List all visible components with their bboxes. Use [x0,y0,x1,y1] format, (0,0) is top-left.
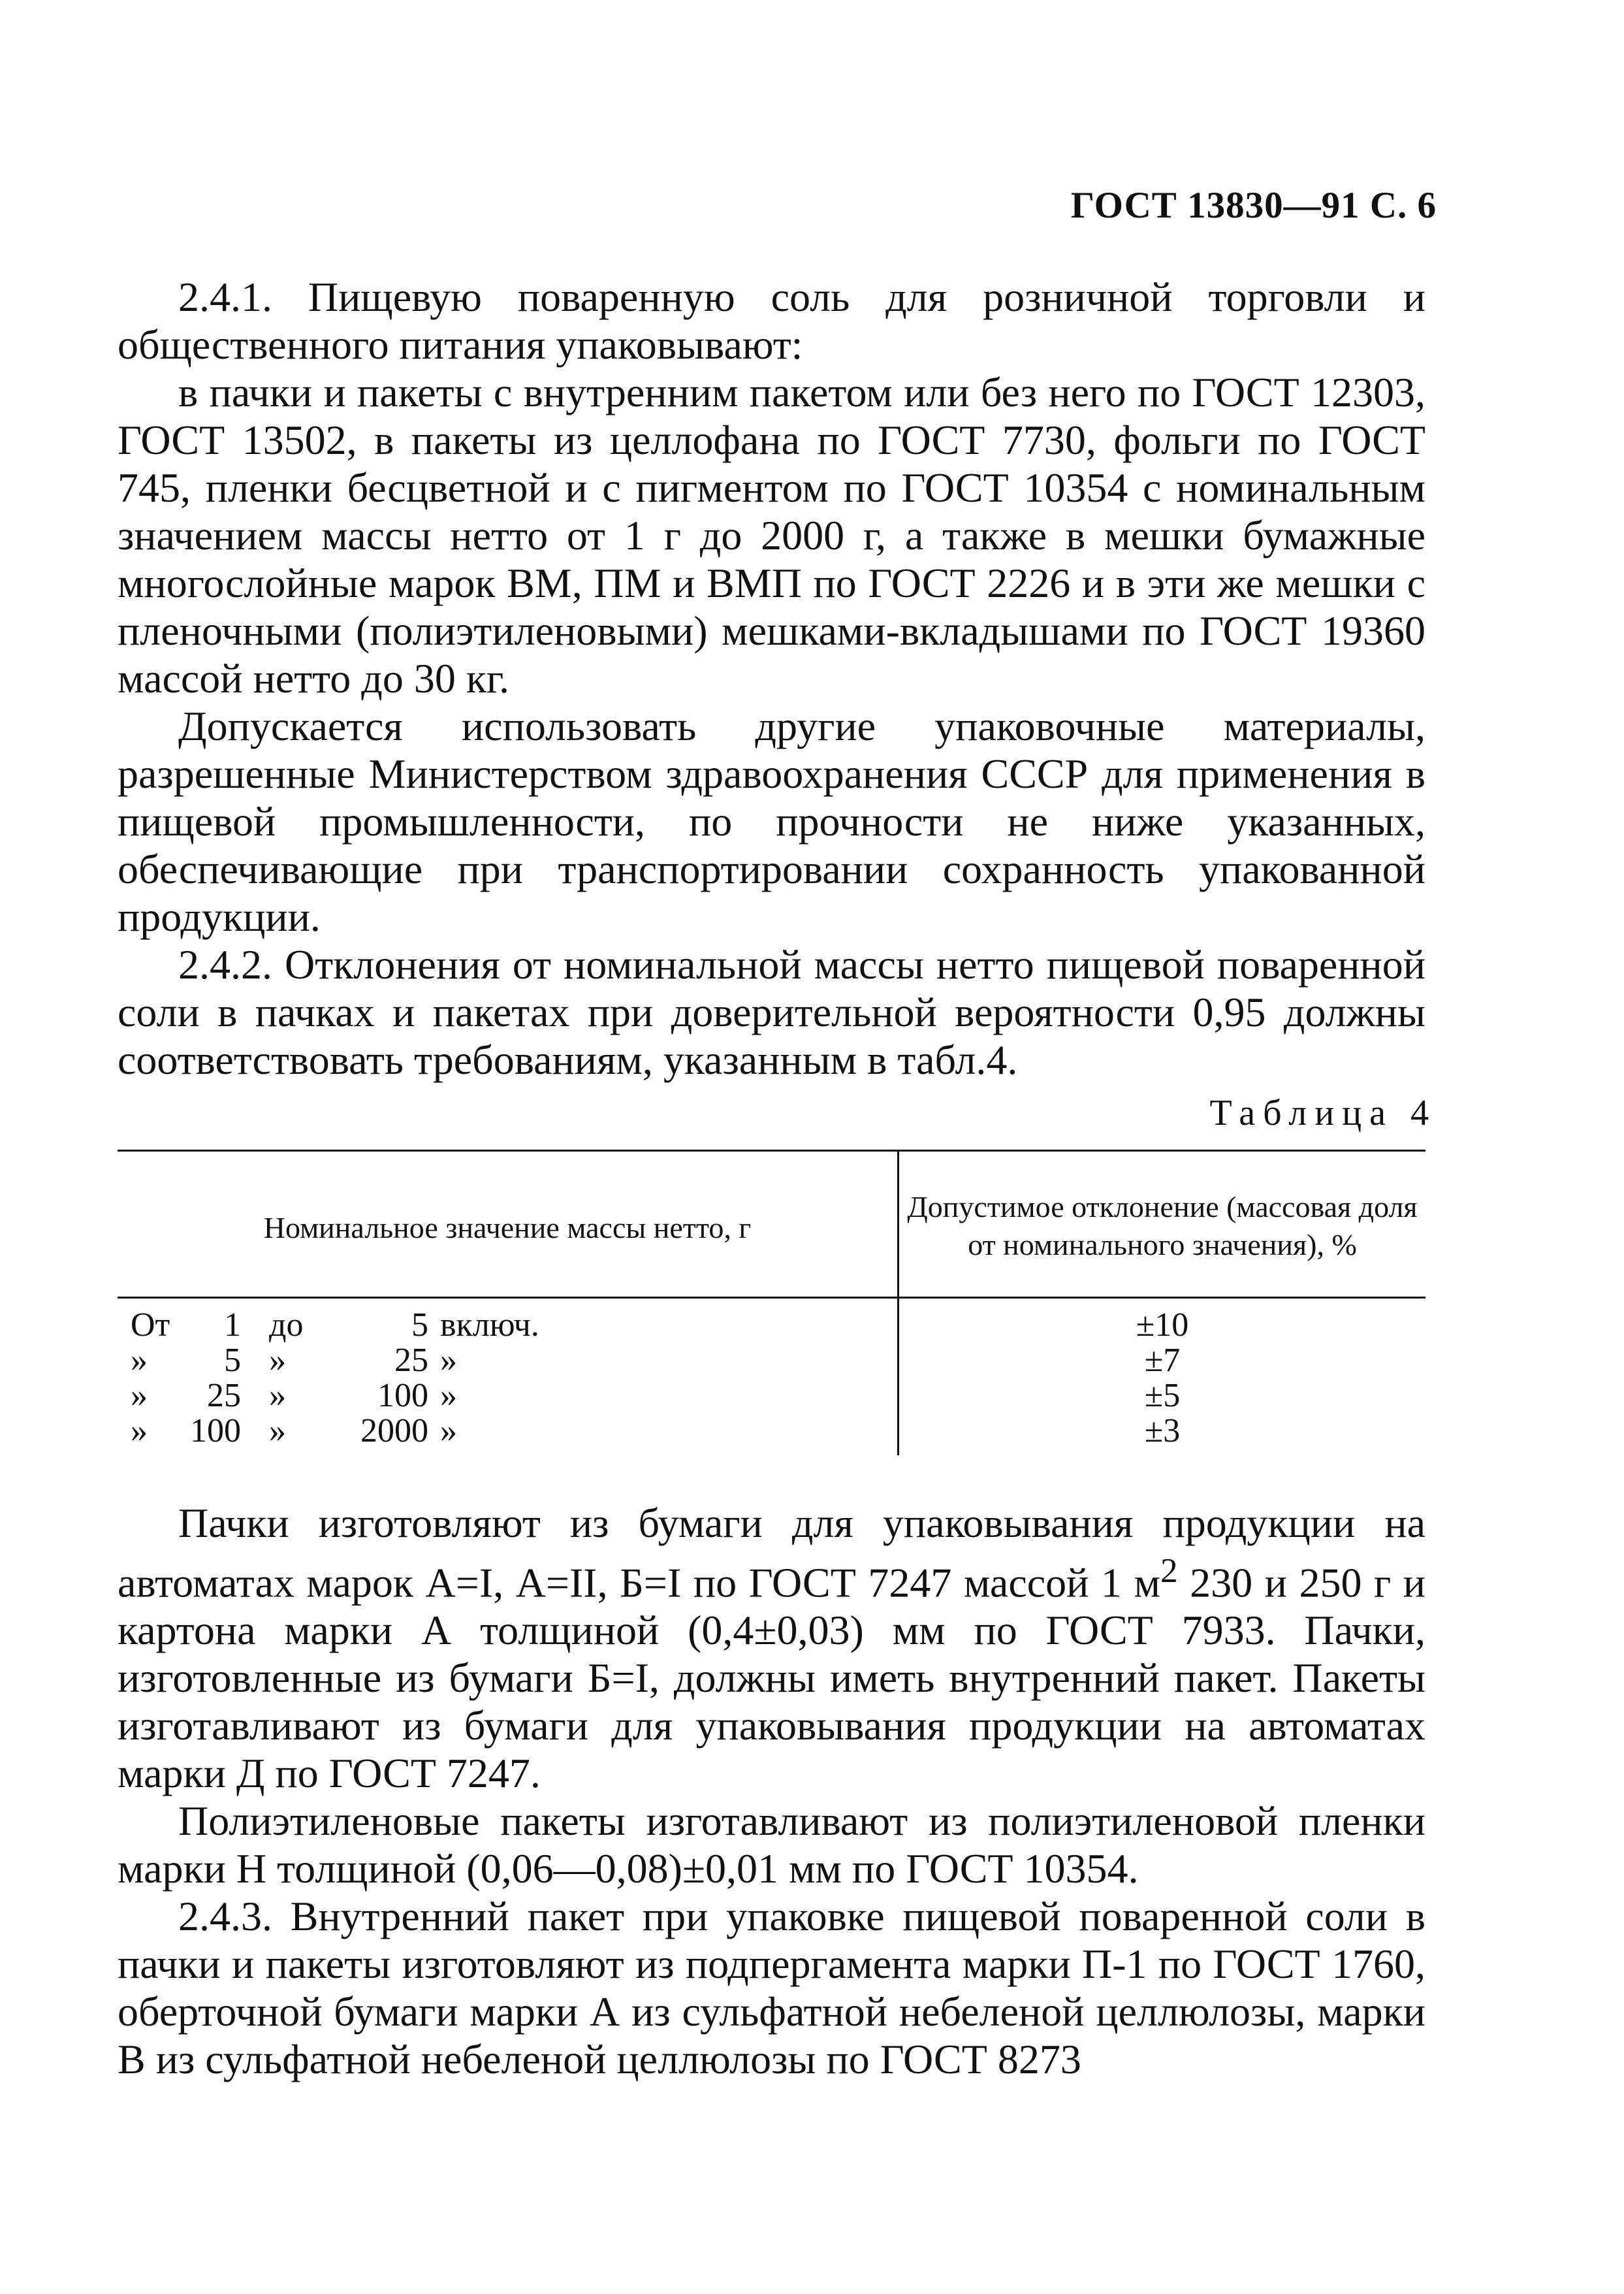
deviation-value: ±3 [1144,1412,1181,1449]
table-column-deviation [899,1299,1425,1455]
range-prefix: » [131,1342,148,1379]
range-to: 2000 [360,1412,428,1449]
table-row [118,1343,897,1378]
table-body [118,1299,1425,1455]
deviation-value: ±10 [1136,1306,1189,1344]
range-from: 1 [224,1306,241,1344]
range-from: 25 [207,1377,241,1414]
range-suffix: включ. [440,1306,539,1344]
page-header: ГОСТ 13830—91 С. 6 [1070,185,1437,226]
table-header-nominal: Номинальное значение массы нетто, г [118,1152,899,1297]
range-mid: до [269,1306,304,1344]
text-block-top [118,273,1425,1084]
paragraph-packs [118,1499,1425,1797]
paragraph-polyethylene: Полиэтиленовые пакеты изготавливают из полиэтиленовой пленки марки Н толщиной (0,06—0,08)±0,01 мм по ГОСТ 10354. [118,1798,1425,1892]
packs-text-end: 230 и 250 г и картона марки А толщиной (0,4±0,03) мм по ГОСТ 7933. Пачки, изготовленные из бумаги Б=I, должны иметь внутренний пакет. Пакеты изготавливают из бумаги для упаковывания продукции на автоматах марки Д по ГОСТ 7247. [118,1559,1426,1797]
range-from: 5 [224,1342,241,1379]
range-prefix: » [131,1377,148,1414]
range-to: 100 [377,1377,428,1414]
range-prefix: » [131,1412,148,1449]
range-from: 100 [190,1412,241,1449]
table-4 [118,1150,1425,1455]
packs-text-start: Пачки изготовляют из бумаги для упаковывания продукции на автоматах марок А=I, А=II, Б=I по ГОСТ 7247 массой 1 м [118,1500,1425,1606]
range-suffix: » [440,1412,457,1449]
paragraph-2-4-1: 2.4.1. Пищевую поваренную соль для розничной торговли и общественного питания упаковывают: [118,274,1425,368]
deviation-value: ±7 [1144,1342,1181,1379]
range-to: 25 [394,1342,428,1379]
range-mid: » [269,1412,286,1449]
range-to: 5 [411,1306,428,1344]
table-row [118,1414,897,1449]
paragraph-other-materials: Допускается использовать другие упаковочные материалы, разрешенные Министерством здравоохранения СССР для применения в пищевой промышленности, по прочности не ниже указанных, обеспечивающие при транспортировании сохранность упакованной продукции. [118,703,1425,940]
paragraph-2-4-2: 2.4.2. Отклонения от номинальной массы нетто пищевой поваренной соли в пачках и пакетах при доверительной вероятности 0,95 должны соответствовать требованиям, указанным в табл.4. [118,941,1425,1083]
table-header-deviation: Допустимое отклонение (массовая доля от номинального значения), % [907,1190,1418,1261]
text-block-bottom [118,1499,1425,2083]
superscript-2: 2 [1160,1551,1178,1590]
range-suffix: » [440,1342,457,1379]
table-header [118,1152,1425,1299]
range-mid: » [269,1342,286,1379]
range-suffix: » [440,1377,457,1414]
paragraph-packaging: в пачки и пакеты с внутренним пакетом или без него по ГОСТ 12303, ГОСТ 13502, в пакеты из целлофана по ГОСТ 7730, фольги по ГОСТ 745, пленки бесцветной и с пигментом по ГОСТ 10354 с номинальным значением массы нетто от 1 г до 2000 г, а также в мешки бумажные многослойные марок ВМ, ПМ и ВМП по ГОСТ 2226 и в эти же мешки с пленочными (полиэтиленовыми) мешками-вкладышами по ГОСТ 19360 массой нетто до 30 кг. [118,369,1425,702]
paragraph-2-4-3: 2.4.3. Внутренний пакет при упаковке пищевой поваренной соли в пачки и пакеты изготовляют из подпергамента марки П-1 по ГОСТ 1760, оберточной бумаги марки А из сульфатной небеленой целлюлозы, марки В из сульфатной небеленой целлюлозы по ГОСТ 8273 [118,1893,1425,2083]
table-row [118,1308,897,1343]
table-column-nominal [118,1299,899,1455]
table-caption: Таблица 4 [1209,1093,1437,1133]
deviation-value: ±5 [1144,1377,1181,1414]
range-mid: » [269,1377,286,1414]
range-prefix: От [131,1306,170,1344]
table-row [118,1378,897,1414]
